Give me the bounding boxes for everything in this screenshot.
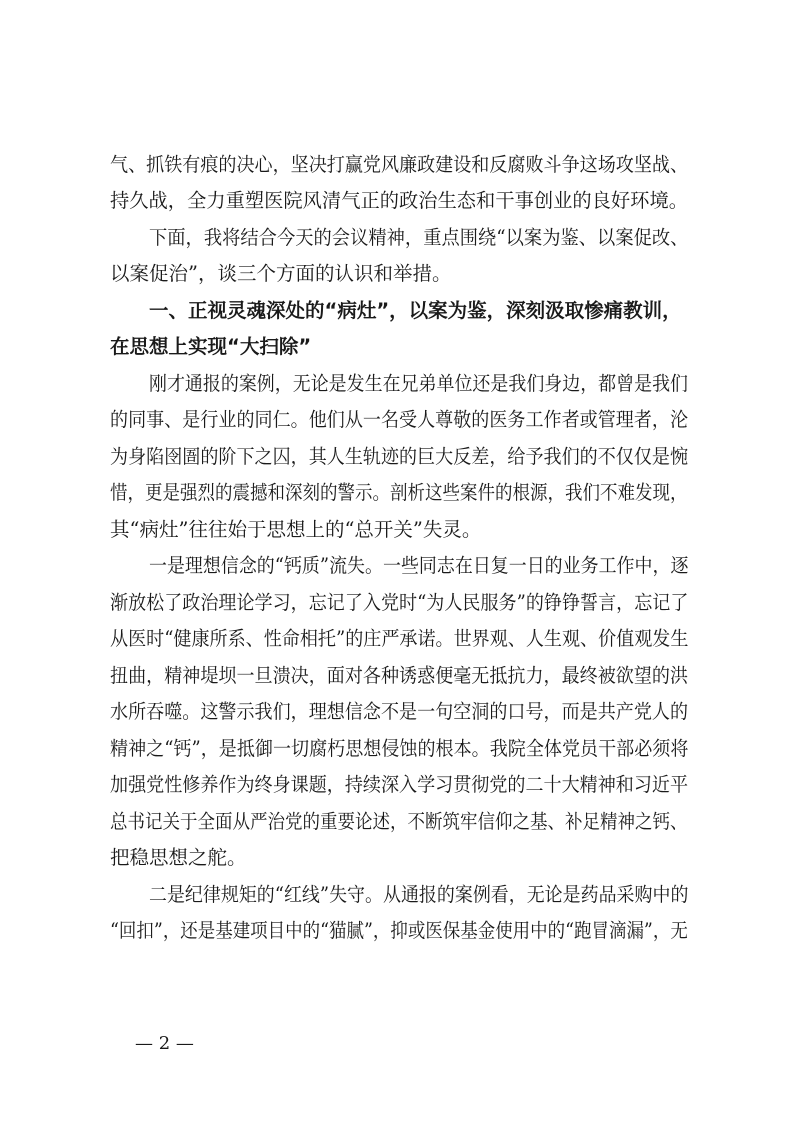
body-line-4: 以案促治”，谈三个方面的认识和举措。	[110, 262, 452, 285]
body-line-20: 把稳思想之舵。	[110, 846, 247, 869]
body-line-13: 渐放松了政治理论学习，忘记了入党时“为人民服务”的铮铮誓言，忘记了	[110, 591, 689, 614]
body-line-22: “回扣”，还是基建项目中的“猫腻”，抑或医保基金使用中的“跑冒滴漏”，无	[110, 919, 688, 942]
body-line-1: 气、抓铁有痕的决心，坚决打赢党风廉政建设和反腐败斗争这场攻坚战、	[110, 153, 689, 176]
body-line-19: 总书记关于全面从严治党的重要论述，不断筑牢信仰之基、补足精神之钙、	[110, 810, 688, 833]
body-line-8: 的同事、是行业的同仁。他们从一名受人尊敬的医务工作者或管理者，沦	[110, 408, 689, 431]
page-number: — 2 —	[135, 1033, 194, 1054]
body-line-14: 从医时“健康所系、性命相托”的庄严承诺。世界观、人生观、价值观发生	[110, 627, 689, 650]
body-line-10: 惜，更是强烈的震撼和深刻的警示。剖析这些案件的根源，我们不难发现，	[110, 481, 688, 504]
body-line-15: 扭曲，精神堤坝一旦溃决，面对各种诱惑便毫无抵抗力，最终被欲望的洪	[110, 664, 689, 687]
body-line-16: 水所吞噬。这警示我们，理想信念不是一句空洞的口号，而是共产党人的	[110, 700, 689, 723]
section-heading-line-2: 在思想上实现“大扫除”	[110, 335, 312, 358]
body-line-7: 刚才通报的案例，无论是发生在兄弟单位还是我们身边，都曾是我们	[149, 372, 689, 395]
body-line-2: 持久战，全力重塑医院风清气正的政治生态和干事创业的良好环境。	[110, 189, 688, 212]
body-line-3: 下面，我将结合今天的会议精神，重点围绕“以案为鉴、以案促改、	[149, 226, 689, 249]
body-line-12: 一是理想信念的“钙质”流失。一些同志在日复一日的业务工作中，逐	[149, 554, 689, 577]
body-line-18: 加强党性修养作为终身课题，持续深入学习贯彻党的二十大精神和习近平	[110, 773, 689, 796]
body-line-9: 为身陷囹圄的阶下之囚，其人生轨迹的巨大反差，给予我们的不仅仅是惋	[110, 445, 689, 468]
section-heading-line-1: 一、正视灵魂深处的“病灶”，以案为鉴，深刻汲取惨痛教训，	[149, 299, 682, 322]
body-line-17: 精神之“钙”，是抵御一切腐朽思想侵蚀的根本。我院全体党员干部必须将	[110, 737, 689, 760]
body-line-21: 二是纪律规矩的“红线”失守。从通报的案例看，无论是药品采购中的	[149, 883, 689, 906]
body-line-11: 其“病灶”往往始于思想上的“总开关”失灵。	[110, 518, 482, 541]
